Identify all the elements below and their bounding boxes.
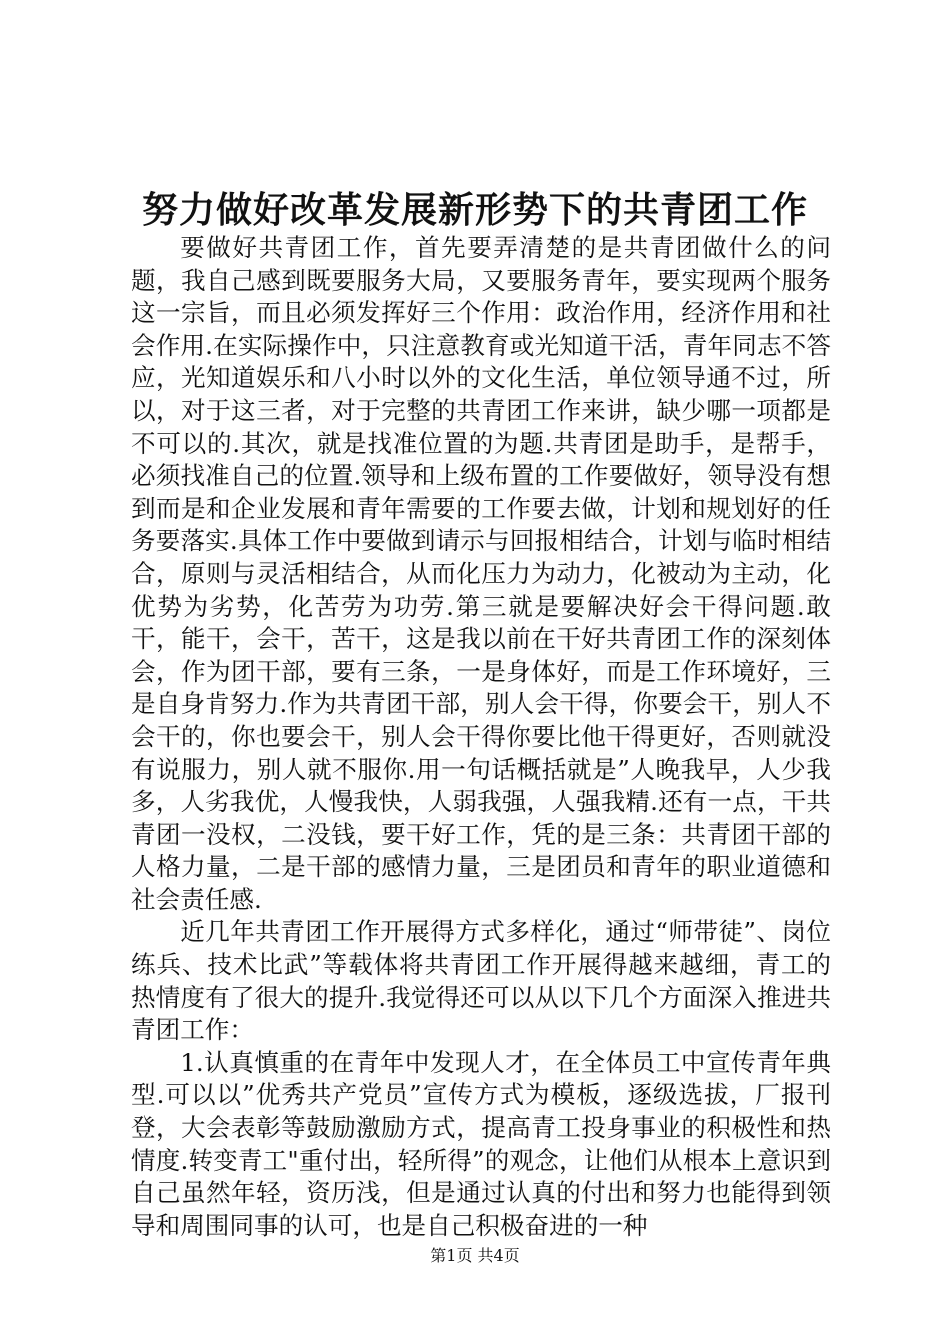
paragraph-2: 近几年共青团工作开展得方式多样化，通过“师带徒”、岗位练兵、技术比武”等载体将共青团工作开展得越来越细，青工的热情度有了很大的提升.我觉得还可以从以下几个方面深入推进共青团工作： [131, 917, 831, 1045]
paragraph-3: 1.认真慎重的在青年中发现人才，在全体员工中宣传青年典型.可以以”优秀共产党员”宣传方式为模板，逐级选拔，厂报刊登，大会表彰等鼓励激励方式，提高青工投身事业的积极性和热情度.转变青工"重付出，轻所得”的观念，让他们从根本上意识到自己虽然年轻，资历浅，但是通过认真的付出和努力也能得到领导和周围同事的认可，也是自己积极奋进的一种 [131, 1047, 831, 1240]
page-number-footer: 第1页 共4页 [430, 1246, 520, 1265]
document-title: 努力做好改革发展新形势下的共青团工作 [141, 189, 808, 231]
paragraph-1: 要做好共青团工作，首先要弄清楚的是共青团做什么的问题，我自己感到既要服务大局，又要服务青年，要实现两个服务这一宗旨，而且必须发挥好三个作用：政治作用，经济作用和社会作用.在实际操作中，只注意教育或光知道干活，青年同志不答应，光知道娱乐和八小时以外的文化生活，单位领导通不过，所以，对于这三者，对于完整的共青团工作来讲，缺少哪一项都是不可以的.其次，就是找准位置的为题.共青团是助手，是帮手，必须找准自己的位置.领导和上级布置的工作要做好，领导没有想到而是和企业发展和青年需要的工作要去做，计划和规划好的任务要落实.具体工作中要做到请示与回报相结合，计划与临时相结合，原则与灵活相结合，从而化压力为动力，化被动为主动，化优势为劣势，化苦劳为功劳.第三就是要解决好会干得问题.敢干，能干，会干，苦干，这是我以前在干好共青团工作的深刻体会，作为团干部，要有三条，一是身体好，而是工作环境好，三是自身肯努力.作为共青团干部，别人会干得，你要会干，别人不会干的，你也要会干，别人会干得你要比他干得更好，否则就没有说服力，别人就不服你.用一句话概括就是”人晚我早，人少我多，人劣我优，人慢我快，人弱我强，人强我精.还有一点，干共青团一没权，二没钱，要干好工作，凭的是三条：共青团干部的人格力量，二是干部的感情力量，三是团员和青年的职业道德和社会责任感. [131, 233, 831, 914]
document-body [131, 232, 831, 1242]
